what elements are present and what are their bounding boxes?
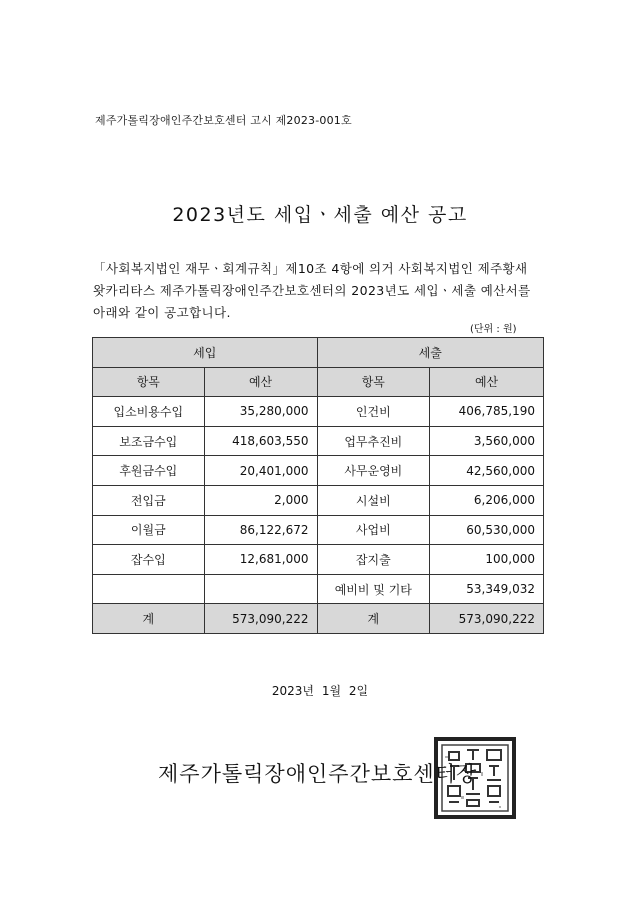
revenue-item: 잡수입 xyxy=(93,545,205,575)
page-title: 2023년도 세입ㆍ세출 예산 공고 xyxy=(172,204,468,226)
expense-amount: 53,349,032 xyxy=(430,574,544,604)
expense-amount: 60,530,000 xyxy=(430,515,544,545)
revenue-group-header: 세입 xyxy=(93,338,318,368)
revenue-budget-header: 예산 xyxy=(204,367,317,397)
expense-item: 사무운영비 xyxy=(317,456,430,486)
notice-date: 2023년 1월 2일 xyxy=(271,684,369,698)
revenue-total-amount: 573,090,222 xyxy=(204,604,317,634)
intro-line-1: 「사회복지법인 재무ㆍ회계규칙」제10조 4항에 의거 사회복지법인 제주황새 xyxy=(93,261,528,276)
expense-group-header: 세출 xyxy=(317,338,544,368)
revenue-amount: 2,000 xyxy=(204,485,317,515)
revenue-item xyxy=(93,574,205,604)
revenue-item: 전입금 xyxy=(93,485,205,515)
expense-item: 업무추진비 xyxy=(317,426,430,456)
total-row xyxy=(93,604,544,634)
expense-budget-header: 예산 xyxy=(430,367,544,397)
revenue-total-label: 계 xyxy=(93,604,205,634)
table-row xyxy=(93,545,544,575)
revenue-item: 후원금수입 xyxy=(93,456,205,486)
table-row xyxy=(93,515,544,545)
revenue-amount: 20,401,000 xyxy=(204,456,317,486)
column-header-row xyxy=(93,367,544,397)
expense-amount: 3,560,000 xyxy=(430,426,544,456)
revenue-item: 보조금수입 xyxy=(93,426,205,456)
expense-item: 시설비 xyxy=(317,485,430,515)
revenue-amount: 418,603,550 xyxy=(204,426,317,456)
unit-label: (단위 : 원) xyxy=(470,324,517,335)
intro-paragraph xyxy=(93,258,553,324)
expense-item: 잡지출 xyxy=(317,545,430,575)
expense-total-label: 계 xyxy=(317,604,430,634)
expense-item: 사업비 xyxy=(317,515,430,545)
revenue-amount: 35,280,000 xyxy=(204,397,317,427)
revenue-amount xyxy=(204,574,317,604)
group-header-row xyxy=(93,338,544,368)
table-row xyxy=(93,456,544,486)
expense-total-amount: 573,090,222 xyxy=(430,604,544,634)
organization-signature: 제주가톨릭장애인주간보호센터장 xyxy=(158,762,478,786)
intro-line-2: 왓카리타스 제주가톨릭장애인주간보호센터의 2023년도 세입ㆍ세출 예산서를 xyxy=(93,283,531,298)
revenue-item: 이월금 xyxy=(93,515,205,545)
expense-amount: 42,560,000 xyxy=(430,456,544,486)
expense-item: 예비비 및 기타 xyxy=(317,574,430,604)
expense-amount: 406,785,190 xyxy=(430,397,544,427)
revenue-amount: 12,681,000 xyxy=(204,545,317,575)
intro-line-3: 아래와 같이 공고합니다. xyxy=(93,305,231,320)
revenue-item-header: 항목 xyxy=(93,367,205,397)
expense-item: 인건비 xyxy=(317,397,430,427)
revenue-amount: 86,122,672 xyxy=(204,515,317,545)
table-row xyxy=(93,574,544,604)
expense-amount: 6,206,000 xyxy=(430,485,544,515)
table-row xyxy=(93,426,544,456)
revenue-item: 입소비용수입 xyxy=(93,397,205,427)
table-row xyxy=(93,485,544,515)
budget-table xyxy=(92,337,544,634)
notice-number: 제주가톨릭장애인주간보호센터 고시 제2023-001호 xyxy=(95,114,352,127)
table-row xyxy=(93,397,544,427)
expense-amount: 100,000 xyxy=(430,545,544,575)
expense-item-header: 항목 xyxy=(317,367,430,397)
